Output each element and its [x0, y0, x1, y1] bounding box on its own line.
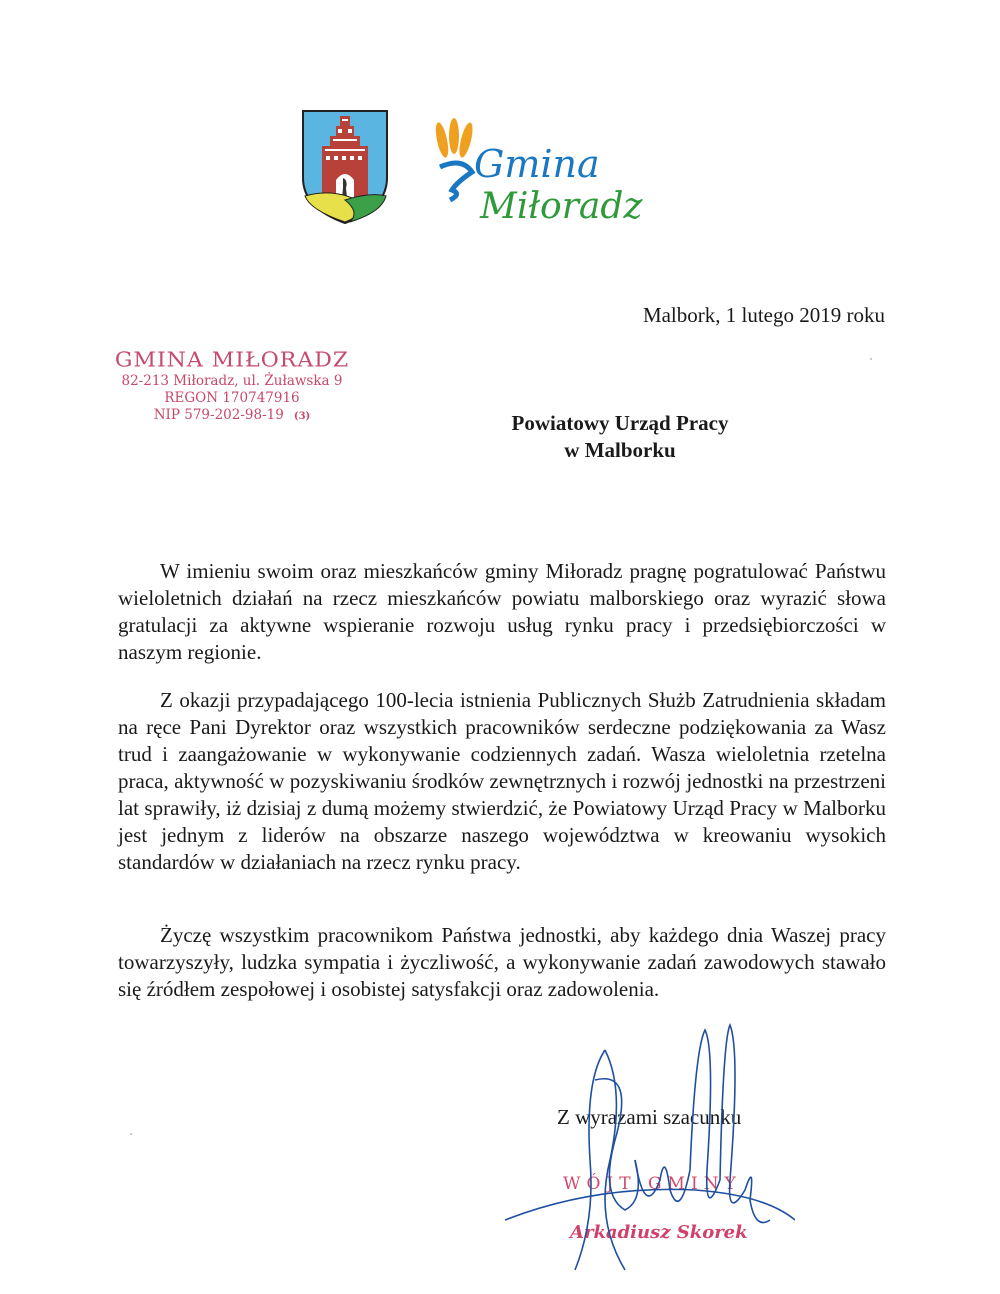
- recipient-line-2: w Malborku: [564, 438, 676, 462]
- scan-speck: [870, 358, 872, 360]
- recipient-block: [470, 410, 770, 464]
- date-line: Malbork, 1 lutego 2019 roku: [642, 303, 885, 327]
- signer-name: Arkadiusz Skorek: [570, 1222, 748, 1243]
- handwritten-signature-icon: [495, 1020, 795, 1290]
- coat-of-arms-icon: [300, 108, 390, 226]
- paragraph-text: Życzę wszystkim pracownikom Państwa jednostki, aby każdego dnia Waszej pracy towarzyszyły, ludzka sympatia i życzliwość, a wykonywanie zadań zawodowych stawało się źródłem zespołowej i osobistej satysfakcji oraz zadowolenia.: [118, 923, 886, 1001]
- office-stamp: WÓJT GMINY: [563, 1174, 742, 1194]
- stamp-code: (3): [293, 411, 311, 422]
- stamp-nip-row: [112, 407, 352, 425]
- wheat-icon: [433, 118, 475, 159]
- paragraph-text: W imieniu swoim oraz mieszkańców gminy Miłoradz pragnę pogratulować Państwu wieloletnich działań na rzecz mieszkańców powiatu malborskiego oraz wyrazić słowa gratulacji za aktywne wspieranie rozwoju usług rynku pracy i przedsiębiorczości w naszym regionie.: [118, 559, 886, 664]
- body-paragraph: [118, 687, 886, 876]
- recipient-line-1: Powiatowy Urząd Pracy: [511, 411, 729, 435]
- gmina-miloradz-logo: [432, 112, 652, 227]
- paragraph-text: Z okazji przypadającego 100-lecia istnienia Publicznych Służb Zatrudnienia składam na ręce Pani Dyrektor oraz wszystkich pracowników serdeczne podziękowania za Wasz trud i zaangażowanie w wykonywanie codziennych zadań. Wasza wieloletnia rzetelna praca, aktywność w pozyskiwaniu środków zewnętrznych i rozwój jednostki na przestrzeni lat sprawiły, iż dzisiaj z dumą możemy stwierdzić, że Powiatowy Urząd Pracy w Malborku jest jednym z liderów na obszarze naszego województwa w kreowaniu wysokich standardów w działaniach na rzecz rynku pracy.: [118, 688, 886, 874]
- stamp-name: GMINA MIŁORADZ: [114, 348, 350, 373]
- logo-miloradz-text: Miłoradz: [480, 186, 643, 227]
- stamp-nip: NIP 579-202-98-19: [153, 407, 284, 423]
- logo-gmina-text: Gmina: [474, 142, 600, 186]
- sender-stamp: [112, 348, 352, 425]
- closing-salutation: Z wyrazami szacunku: [557, 1105, 742, 1129]
- body-paragraph: [118, 558, 886, 666]
- stamp-address: 82-213 Miłoradz, ul. Żuławska 9: [121, 373, 343, 389]
- scan-speck: [130, 1133, 132, 1135]
- body-paragraph: [118, 922, 886, 1003]
- stamp-regon: REGON 170747916: [164, 390, 300, 406]
